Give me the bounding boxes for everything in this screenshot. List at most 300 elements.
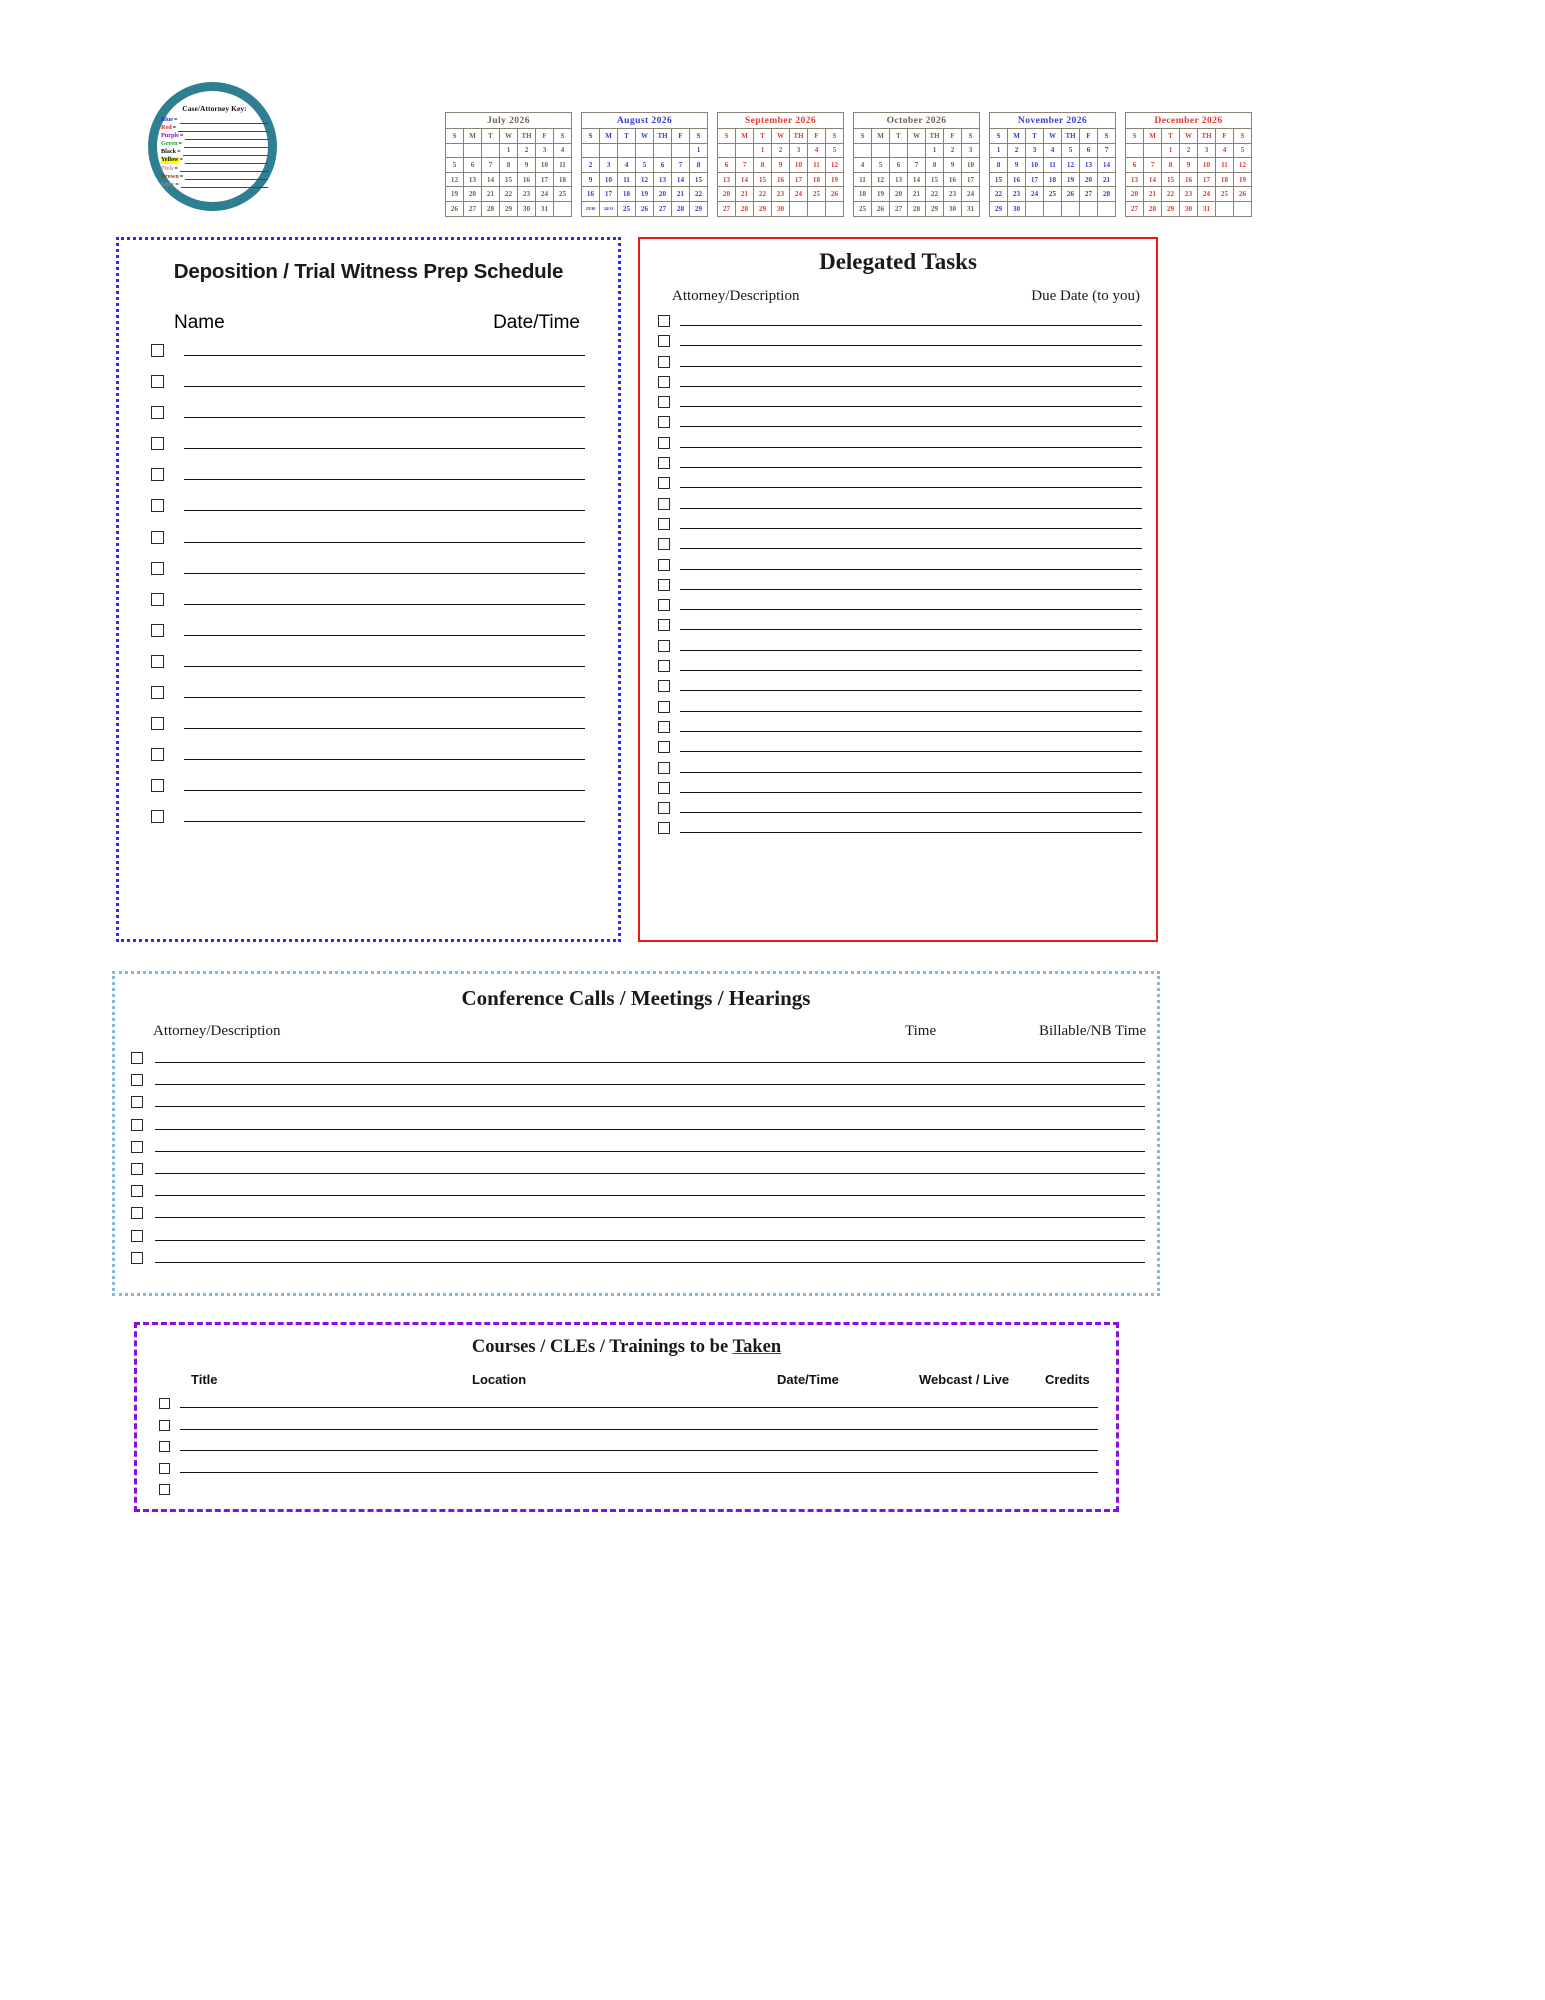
checkbox[interactable] xyxy=(658,457,670,469)
calendar-day-cell[interactable]: 4 xyxy=(808,143,826,158)
checkbox[interactable] xyxy=(159,1441,170,1452)
calendar-day-cell[interactable]: 15 xyxy=(500,172,518,187)
calendar-day-cell[interactable]: 29 xyxy=(500,201,518,216)
checkbox[interactable] xyxy=(151,593,164,606)
calendar-day-cell[interactable]: 17 xyxy=(1026,172,1044,187)
calendar-day-cell[interactable]: 19 xyxy=(1234,172,1252,187)
checkbox[interactable] xyxy=(131,1141,143,1153)
checkbox[interactable] xyxy=(658,559,670,571)
calendar-day-cell[interactable]: 19 xyxy=(826,172,844,187)
calendar-day-cell[interactable]: 7 xyxy=(672,158,690,173)
key-blank-line[interactable] xyxy=(181,181,268,188)
calendar-day-cell[interactable]: 6 xyxy=(1080,143,1098,158)
write-in-line[interactable] xyxy=(680,425,1142,427)
calendar-day-cell[interactable]: 8 xyxy=(990,158,1008,173)
write-in-line[interactable] xyxy=(680,324,1142,326)
calendar-day-cell[interactable]: 13 xyxy=(1080,158,1098,173)
checkbox[interactable] xyxy=(159,1420,170,1431)
calendar-day-cell[interactable]: 28 xyxy=(908,201,926,216)
calendar-day-cell[interactable]: 9 xyxy=(772,158,790,173)
checkbox[interactable] xyxy=(159,1463,170,1474)
checkbox[interactable] xyxy=(658,802,670,814)
write-in-line[interactable] xyxy=(680,649,1142,651)
calendar-day-cell[interactable]: 4 xyxy=(554,143,572,158)
calendar-day-cell[interactable]: 6 xyxy=(1126,158,1144,173)
checkbox[interactable] xyxy=(131,1052,143,1064)
calendar-day-cell[interactable]: 7 xyxy=(1098,143,1116,158)
calendar-day-cell[interactable]: 26 xyxy=(826,187,844,202)
write-in-line[interactable] xyxy=(184,603,585,605)
calendar-day-cell[interactable]: 2 xyxy=(1180,143,1198,158)
checkbox[interactable] xyxy=(658,315,670,327)
calendar-day-cell[interactable]: 30 xyxy=(772,201,790,216)
key-blank-line[interactable] xyxy=(184,141,268,148)
calendar-day-cell[interactable]: 22 xyxy=(926,187,944,202)
calendar-day-cell[interactable]: 29 xyxy=(754,201,772,216)
calendar-day-cell[interactable]: 9 xyxy=(944,158,962,173)
calendar-day-cell[interactable]: 8 xyxy=(1162,158,1180,173)
calendar-day-cell[interactable]: 16 xyxy=(518,172,536,187)
calendar-day-cell[interactable]: 26 xyxy=(872,201,890,216)
write-in-line[interactable] xyxy=(184,634,585,636)
checkbox[interactable] xyxy=(658,721,670,733)
calendar-day-cell[interactable]: 10 xyxy=(790,158,808,173)
calendar-day-cell[interactable]: 5 xyxy=(1062,143,1080,158)
calendar-day-cell[interactable]: 23 xyxy=(772,187,790,202)
calendar-day-cell[interactable]: 15 xyxy=(690,172,708,187)
checkbox[interactable] xyxy=(151,531,164,544)
calendar-day-cell[interactable]: 3 xyxy=(600,158,618,173)
checkbox[interactable] xyxy=(658,640,670,652)
calendar-day-cell[interactable]: 6 xyxy=(718,158,736,173)
calendar-day-cell[interactable]: 2 xyxy=(582,158,600,173)
checkbox[interactable] xyxy=(151,624,164,637)
calendar-day-cell[interactable]: 26 xyxy=(1062,187,1080,202)
checkbox[interactable] xyxy=(151,344,164,357)
calendar-day-cell[interactable]: 13 xyxy=(654,172,672,187)
calendar-day-cell[interactable]: 26 xyxy=(1234,187,1252,202)
write-in-line[interactable] xyxy=(180,1428,1098,1430)
key-blank-line[interactable] xyxy=(178,125,268,132)
calendar-day-cell[interactable]: 17 xyxy=(600,187,618,202)
calendar-day-cell[interactable]: 11 xyxy=(1216,158,1234,173)
checkbox[interactable] xyxy=(658,619,670,631)
calendar-day-cell[interactable]: 19 xyxy=(1062,172,1080,187)
write-in-line[interactable] xyxy=(155,1128,1145,1130)
calendar-day-cell[interactable]: 12 xyxy=(1062,158,1080,173)
calendar-day-cell[interactable]: 2 xyxy=(518,143,536,158)
write-in-line[interactable] xyxy=(184,509,585,511)
calendar-day-cell[interactable]: 23 xyxy=(944,187,962,202)
calendar-day-cell[interactable]: 9 xyxy=(1008,158,1026,173)
write-in-line[interactable] xyxy=(184,727,585,729)
calendar-day-cell[interactable]: 16 xyxy=(1180,172,1198,187)
write-in-line[interactable] xyxy=(184,665,585,667)
calendar-day-cell[interactable]: 23 xyxy=(1180,187,1198,202)
calendar-day-cell[interactable]: 12 xyxy=(872,172,890,187)
write-in-line[interactable] xyxy=(680,588,1142,590)
calendar-day-cell[interactable]: 30 xyxy=(1008,201,1026,216)
calendar-day-cell[interactable]: 9 xyxy=(1180,158,1198,173)
calendar-day-cell[interactable]: 10 xyxy=(600,172,618,187)
write-in-line[interactable] xyxy=(680,689,1142,691)
write-in-line[interactable] xyxy=(180,1449,1098,1451)
checkbox[interactable] xyxy=(658,680,670,692)
calendar-day-cell[interactable]: 21 xyxy=(1144,187,1162,202)
calendar-day-cell[interactable]: 23/30 xyxy=(582,201,600,216)
calendar-day-cell[interactable]: 30 xyxy=(518,201,536,216)
calendar-day-cell[interactable]: 27 xyxy=(718,201,736,216)
calendar-day-cell[interactable]: 13 xyxy=(464,172,482,187)
write-in-line[interactable] xyxy=(680,791,1142,793)
write-in-line[interactable] xyxy=(155,1216,1145,1218)
calendar-day-cell[interactable]: 20 xyxy=(654,187,672,202)
checkbox[interactable] xyxy=(131,1074,143,1086)
write-in-line[interactable] xyxy=(680,608,1142,610)
calendar-day-cell[interactable]: 27 xyxy=(1126,201,1144,216)
calendar-day-cell[interactable]: 7 xyxy=(908,158,926,173)
calendar-day-cell[interactable]: 24 xyxy=(1198,187,1216,202)
calendar-day-cell[interactable]: 15 xyxy=(754,172,772,187)
calendar-day-cell[interactable]: 1 xyxy=(754,143,772,158)
calendar-day-cell[interactable]: 30 xyxy=(944,201,962,216)
checkbox[interactable] xyxy=(658,416,670,428)
calendar-day-cell[interactable]: 11 xyxy=(808,158,826,173)
write-in-line[interactable] xyxy=(680,771,1142,773)
write-in-line[interactable] xyxy=(180,1493,1098,1494)
checkbox[interactable] xyxy=(131,1096,143,1108)
calendar-day-cell[interactable]: 29 xyxy=(926,201,944,216)
write-in-line[interactable] xyxy=(680,344,1142,346)
checkbox[interactable] xyxy=(151,375,164,388)
calendar-day-cell[interactable]: 16 xyxy=(1008,172,1026,187)
write-in-line[interactable] xyxy=(680,710,1142,712)
calendar-day-cell[interactable]: 3 xyxy=(1026,143,1044,158)
calendar-day-cell[interactable]: 23 xyxy=(1008,187,1026,202)
calendar-day-cell[interactable]: 1 xyxy=(690,143,708,158)
write-in-line[interactable] xyxy=(184,696,585,698)
calendar-day-cell[interactable]: 10 xyxy=(1198,158,1216,173)
calendar-day-cell[interactable]: 28 xyxy=(1098,187,1116,202)
write-in-line[interactable] xyxy=(184,541,585,543)
calendar-day-cell[interactable]: 5 xyxy=(1234,143,1252,158)
calendar-day-cell[interactable]: 17 xyxy=(790,172,808,187)
checkbox[interactable] xyxy=(658,335,670,347)
calendar-day-cell[interactable]: 4 xyxy=(854,158,872,173)
write-in-line[interactable] xyxy=(155,1061,1145,1063)
calendar-day-cell[interactable]: 15 xyxy=(926,172,944,187)
checkbox[interactable] xyxy=(131,1252,143,1264)
checkbox[interactable] xyxy=(658,822,670,834)
calendar-day-cell[interactable]: 26 xyxy=(446,201,464,216)
calendar-day-cell[interactable]: 22 xyxy=(1162,187,1180,202)
checkbox[interactable] xyxy=(151,717,164,730)
calendar-day-cell[interactable]: 4 xyxy=(1044,143,1062,158)
write-in-line[interactable] xyxy=(184,447,585,449)
calendar-day-cell[interactable]: 21 xyxy=(736,187,754,202)
calendar-day-cell[interactable]: 6 xyxy=(464,158,482,173)
calendar-day-cell[interactable]: 17 xyxy=(1198,172,1216,187)
calendar-day-cell[interactable]: 22 xyxy=(500,187,518,202)
calendar-day-cell[interactable]: 11 xyxy=(854,172,872,187)
calendar-day-cell[interactable]: 21 xyxy=(482,187,500,202)
write-in-line[interactable] xyxy=(680,628,1142,630)
calendar-day-cell[interactable]: 12 xyxy=(446,172,464,187)
calendar-day-cell[interactable]: 28 xyxy=(482,201,500,216)
calendar-day-cell[interactable]: 13 xyxy=(718,172,736,187)
write-in-line[interactable] xyxy=(680,669,1142,671)
calendar-day-cell[interactable]: 13 xyxy=(1126,172,1144,187)
calendar-day-cell[interactable]: 25 xyxy=(618,201,636,216)
calendar-day-cell[interactable]: 24 xyxy=(1026,187,1044,202)
checkbox[interactable] xyxy=(151,748,164,761)
calendar-day-cell[interactable]: 1 xyxy=(1162,143,1180,158)
calendar-day-cell[interactable]: 7 xyxy=(482,158,500,173)
checkbox[interactable] xyxy=(151,468,164,481)
checkbox[interactable] xyxy=(658,579,670,591)
calendar-day-cell[interactable]: 30 xyxy=(1180,201,1198,216)
calendar-day-cell[interactable]: 8 xyxy=(690,158,708,173)
key-blank-line[interactable] xyxy=(185,173,268,180)
calendar-day-cell[interactable]: 21 xyxy=(1098,172,1116,187)
calendar-day-cell[interactable]: 6 xyxy=(890,158,908,173)
calendar-day-cell[interactable]: 8 xyxy=(754,158,772,173)
checkbox[interactable] xyxy=(658,396,670,408)
checkbox[interactable] xyxy=(151,779,164,792)
checkbox[interactable] xyxy=(658,762,670,774)
calendar-day-cell[interactable]: 18 xyxy=(618,187,636,202)
calendar-day-cell[interactable]: 20 xyxy=(464,187,482,202)
write-in-line[interactable] xyxy=(680,405,1142,407)
calendar-day-cell[interactable]: 21 xyxy=(672,187,690,202)
checkbox[interactable] xyxy=(151,655,164,668)
calendar-day-cell[interactable]: 14 xyxy=(482,172,500,187)
write-in-line[interactable] xyxy=(680,750,1142,752)
checkbox[interactable] xyxy=(658,701,670,713)
checkbox[interactable] xyxy=(159,1398,170,1409)
calendar-day-cell[interactable]: 16 xyxy=(944,172,962,187)
write-in-line[interactable] xyxy=(680,527,1142,529)
calendar-day-cell[interactable]: 13 xyxy=(890,172,908,187)
write-in-line[interactable] xyxy=(680,547,1142,549)
calendar-day-cell[interactable]: 27 xyxy=(890,201,908,216)
calendar-day-cell[interactable]: 3 xyxy=(536,143,554,158)
calendar-day-cell[interactable]: 27 xyxy=(464,201,482,216)
write-in-line[interactable] xyxy=(184,416,585,418)
write-in-line[interactable] xyxy=(680,446,1142,448)
write-in-line[interactable] xyxy=(680,811,1142,813)
key-blank-line[interactable] xyxy=(185,157,268,164)
calendar-day-cell[interactable]: 10 xyxy=(1026,158,1044,173)
calendar-day-cell[interactable]: 20 xyxy=(1080,172,1098,187)
checkbox[interactable] xyxy=(151,406,164,419)
checkbox[interactable] xyxy=(151,686,164,699)
write-in-line[interactable] xyxy=(155,1239,1145,1241)
calendar-day-cell[interactable]: 15 xyxy=(990,172,1008,187)
write-in-line[interactable] xyxy=(155,1083,1145,1085)
calendar-day-cell[interactable]: 20 xyxy=(1126,187,1144,202)
write-in-line[interactable] xyxy=(180,1471,1098,1473)
write-in-line[interactable] xyxy=(155,1194,1145,1196)
calendar-day-cell[interactable]: 23 xyxy=(518,187,536,202)
calendar-day-cell[interactable]: 25 xyxy=(854,201,872,216)
calendar-day-cell[interactable]: 2 xyxy=(1008,143,1026,158)
write-in-line[interactable] xyxy=(680,730,1142,732)
checkbox[interactable] xyxy=(658,356,670,368)
calendar-day-cell[interactable]: 25 xyxy=(1044,187,1062,202)
checkbox[interactable] xyxy=(151,562,164,575)
calendar-day-cell[interactable]: 27 xyxy=(1080,187,1098,202)
checkbox[interactable] xyxy=(159,1484,170,1495)
calendar-day-cell[interactable]: 14 xyxy=(672,172,690,187)
checkbox[interactable] xyxy=(131,1119,143,1131)
checkbox[interactable] xyxy=(151,499,164,512)
calendar-day-cell[interactable]: 29 xyxy=(1162,201,1180,216)
write-in-line[interactable] xyxy=(184,820,585,822)
calendar-day-cell[interactable]: 25 xyxy=(808,187,826,202)
calendar-day-cell[interactable]: 14 xyxy=(1144,172,1162,187)
calendar-day-cell[interactable]: 11 xyxy=(1044,158,1062,173)
write-in-line[interactable] xyxy=(680,831,1142,833)
calendar-day-cell[interactable]: 18 xyxy=(808,172,826,187)
calendar-day-cell[interactable]: 3 xyxy=(1198,143,1216,158)
calendar-day-cell[interactable]: 5 xyxy=(446,158,464,173)
calendar-day-cell[interactable]: 7 xyxy=(1144,158,1162,173)
calendar-day-cell[interactable]: 10 xyxy=(536,158,554,173)
calendar-day-cell[interactable]: 9 xyxy=(582,172,600,187)
calendar-day-cell[interactable]: 11 xyxy=(554,158,572,173)
calendar-day-cell[interactable]: 15 xyxy=(1162,172,1180,187)
calendar-day-cell[interactable]: 25 xyxy=(554,187,572,202)
calendar-day-cell[interactable]: 21 xyxy=(908,187,926,202)
checkbox[interactable] xyxy=(151,810,164,823)
write-in-line[interactable] xyxy=(155,1105,1145,1107)
checkbox[interactable] xyxy=(131,1230,143,1242)
calendar-day-cell[interactable]: 11 xyxy=(618,172,636,187)
checkbox[interactable] xyxy=(658,782,670,794)
calendar-day-cell[interactable]: 31 xyxy=(536,201,554,216)
calendar-day-cell[interactable]: 12 xyxy=(636,172,654,187)
calendar-day-cell[interactable]: 12 xyxy=(1234,158,1252,173)
calendar-day-cell[interactable]: 3 xyxy=(962,143,980,158)
calendar-day-cell[interactable]: 18 xyxy=(854,187,872,202)
key-blank-line[interactable] xyxy=(183,149,268,156)
calendar-day-cell[interactable]: 28 xyxy=(736,201,754,216)
calendar-day-cell[interactable]: 28 xyxy=(672,201,690,216)
write-in-line[interactable] xyxy=(155,1150,1145,1152)
calendar-day-cell[interactable]: 19 xyxy=(446,187,464,202)
calendar-day-cell[interactable]: 19 xyxy=(636,187,654,202)
calendar-day-cell[interactable]: 24 xyxy=(790,187,808,202)
calendar-day-cell[interactable]: 27 xyxy=(654,201,672,216)
checkbox[interactable] xyxy=(151,437,164,450)
calendar-day-cell[interactable]: 20 xyxy=(890,187,908,202)
calendar-day-cell[interactable]: 17 xyxy=(536,172,554,187)
write-in-line[interactable] xyxy=(184,385,585,387)
calendar-day-cell[interactable]: 1 xyxy=(990,143,1008,158)
calendar-day-cell[interactable]: 4 xyxy=(618,158,636,173)
checkbox[interactable] xyxy=(658,599,670,611)
calendar-day-cell[interactable]: 2 xyxy=(944,143,962,158)
calendar-day-cell[interactable]: 22 xyxy=(990,187,1008,202)
calendar-day-cell[interactable]: 8 xyxy=(926,158,944,173)
calendar-day-cell[interactable]: 14 xyxy=(908,172,926,187)
calendar-day-cell[interactable]: 14 xyxy=(1098,158,1116,173)
write-in-line[interactable] xyxy=(155,1172,1145,1174)
calendar-day-cell[interactable]: 24/31 xyxy=(600,201,618,216)
calendar-day-cell[interactable]: 5 xyxy=(872,158,890,173)
calendar-day-cell[interactable]: 3 xyxy=(790,143,808,158)
calendar-day-cell[interactable]: 14 xyxy=(736,172,754,187)
checkbox[interactable] xyxy=(658,518,670,530)
calendar-day-cell[interactable]: 28 xyxy=(1144,201,1162,216)
checkbox[interactable] xyxy=(131,1185,143,1197)
calendar-day-cell[interactable]: 1 xyxy=(926,143,944,158)
write-in-line[interactable] xyxy=(680,486,1142,488)
calendar-day-cell[interactable]: 18 xyxy=(554,172,572,187)
calendar-day-cell[interactable]: 5 xyxy=(636,158,654,173)
write-in-line[interactable] xyxy=(184,354,585,356)
checkbox[interactable] xyxy=(658,477,670,489)
calendar-day-cell[interactable]: 4 xyxy=(1216,143,1234,158)
calendar-day-cell[interactable]: 24 xyxy=(962,187,980,202)
checkbox[interactable] xyxy=(658,538,670,550)
write-in-line[interactable] xyxy=(680,385,1142,387)
calendar-day-cell[interactable]: 16 xyxy=(582,187,600,202)
calendar-day-cell[interactable]: 25 xyxy=(1216,187,1234,202)
write-in-line[interactable] xyxy=(680,568,1142,570)
write-in-line[interactable] xyxy=(680,507,1142,509)
calendar-day-cell[interactable]: 20 xyxy=(718,187,736,202)
calendar-day-cell[interactable]: 24 xyxy=(536,187,554,202)
calendar-day-cell[interactable]: 17 xyxy=(962,172,980,187)
write-in-line[interactable] xyxy=(155,1261,1145,1263)
calendar-day-cell[interactable]: 12 xyxy=(826,158,844,173)
calendar-day-cell[interactable]: 22 xyxy=(690,187,708,202)
calendar-day-cell[interactable]: 18 xyxy=(1044,172,1062,187)
write-in-line[interactable] xyxy=(184,758,585,760)
write-in-line[interactable] xyxy=(680,466,1142,468)
checkbox[interactable] xyxy=(658,498,670,510)
calendar-day-cell[interactable]: 7 xyxy=(736,158,754,173)
calendar-day-cell[interactable]: 10 xyxy=(962,158,980,173)
write-in-line[interactable] xyxy=(184,478,585,480)
checkbox[interactable] xyxy=(658,660,670,672)
key-blank-line[interactable] xyxy=(185,133,268,140)
write-in-line[interactable] xyxy=(184,789,585,791)
calendar-day-cell[interactable]: 8 xyxy=(500,158,518,173)
checkbox[interactable] xyxy=(658,376,670,388)
key-blank-line[interactable] xyxy=(180,165,268,172)
checkbox[interactable] xyxy=(131,1207,143,1219)
checkbox[interactable] xyxy=(131,1163,143,1175)
write-in-line[interactable] xyxy=(184,572,585,574)
key-blank-line[interactable] xyxy=(180,117,268,124)
calendar-day-cell[interactable]: 5 xyxy=(826,143,844,158)
checkbox[interactable] xyxy=(658,437,670,449)
calendar-day-cell[interactable]: 18 xyxy=(1216,172,1234,187)
calendar-day-cell[interactable]: 31 xyxy=(1198,201,1216,216)
calendar-day-cell[interactable]: 16 xyxy=(772,172,790,187)
calendar-day-cell[interactable]: 9 xyxy=(518,158,536,173)
calendar-day-cell[interactable]: 1 xyxy=(500,143,518,158)
write-in-line[interactable] xyxy=(180,1406,1098,1408)
write-in-line[interactable] xyxy=(680,365,1142,367)
calendar-day-cell[interactable]: 19 xyxy=(872,187,890,202)
calendar-day-cell[interactable]: 29 xyxy=(690,201,708,216)
calendar-day-cell[interactable]: 2 xyxy=(772,143,790,158)
calendar-day-cell[interactable]: 22 xyxy=(754,187,772,202)
